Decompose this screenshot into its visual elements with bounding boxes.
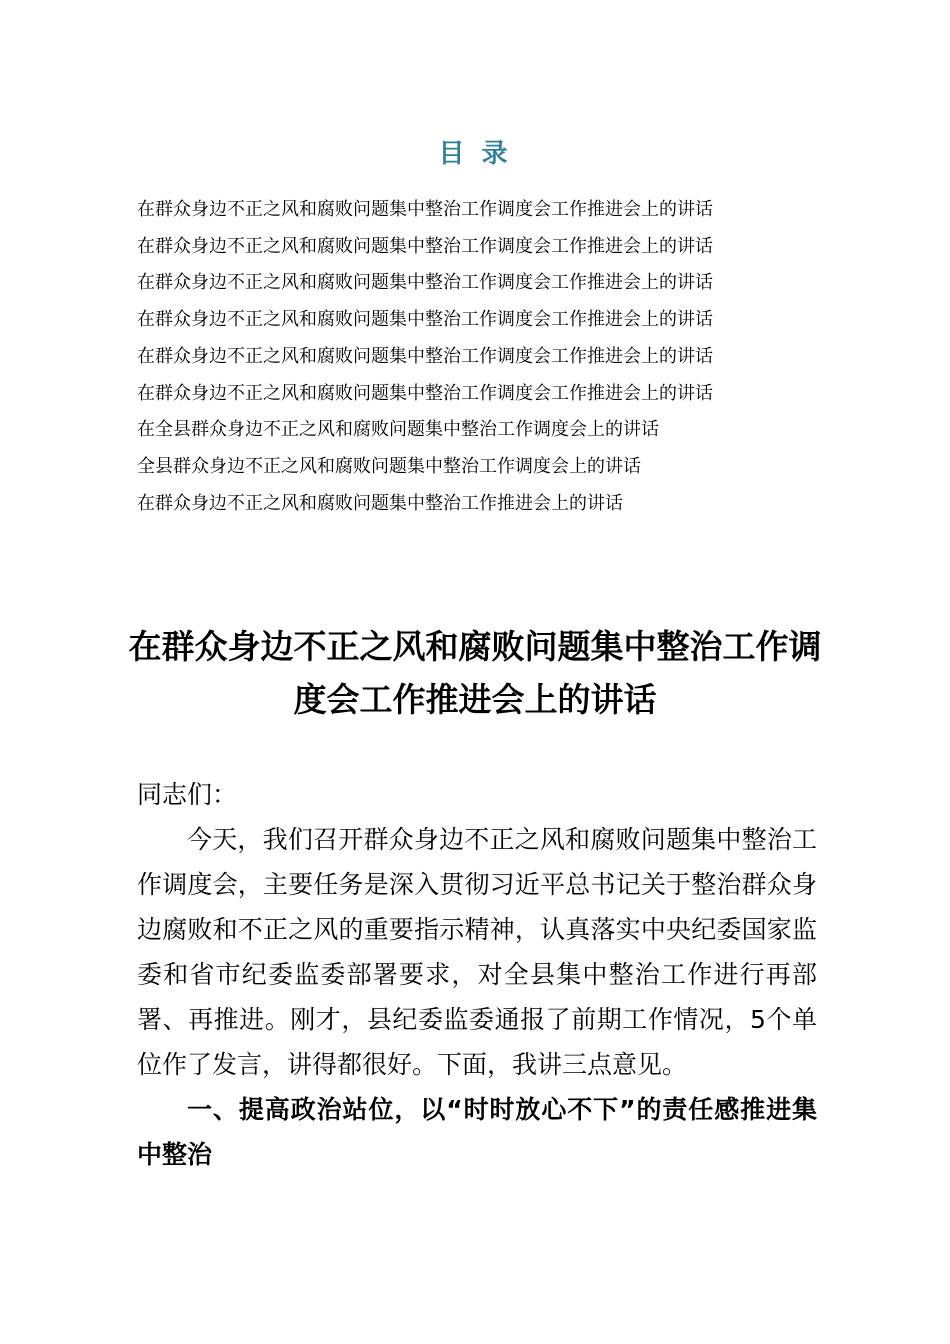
- toc-item[interactable]: 在群众身边不正之风和腐败问题集中整治工作调度会工作推进会上的讲话: [137, 345, 713, 367]
- toc-item[interactable]: 全县群众身边不正之风和腐败问题集中整治工作调度会上的讲话: [137, 455, 641, 477]
- body-paragraph: 今天，我们召开群众身边不正之风和腐败问题集中整治工作调度会，主要任务是深入贯彻习近平总书记关于整治群众身边腐败和不正之风的重要指示精神，认真落实中央纪委国家监委和省市纪委监委部署要求，对全县集中整治工作进行再部署、再推进。刚才，县纪委监委通报了前期工作情况，5个单位作了发言，讲得都很好。下面，我讲三点意见。: [137, 825, 817, 1079]
- toc-item[interactable]: 在群众身边不正之风和腐败问题集中整治工作调度会工作推进会上的讲话: [137, 272, 713, 294]
- toc-item[interactable]: 在群众身边不正之风和腐败问题集中整治工作调度会工作推进会上的讲话: [137, 199, 713, 220]
- toc-item[interactable]: 在群众身边不正之风和腐败问题集中整治工作推进会上的讲话: [137, 492, 623, 514]
- document-title: 在群众身边不正之风和腐败问题集中整治工作调度会工作推进会上的讲话: [128, 627, 822, 719]
- toc-item[interactable]: 在群众身边不正之风和腐败问题集中整治工作调度会工作推进会上的讲话: [137, 235, 713, 257]
- toc-title: 目 录: [438, 139, 512, 169]
- document-body: [137, 772, 817, 1177]
- toc-item[interactable]: 在群众身边不正之风和腐败问题集中整治工作调度会工作推进会上的讲话: [137, 309, 713, 331]
- section-heading: 一、提高政治站位，以“时时放心不下”的责任感推进集中整治: [137, 1095, 817, 1169]
- toc-list: [137, 192, 713, 522]
- toc-item[interactable]: 在群众身边不正之风和腐败问题集中整治工作调度会工作推进会上的讲话: [137, 382, 713, 404]
- salutation: 同志们：: [137, 780, 238, 809]
- toc-item[interactable]: 在全县群众身边不正之风和腐败问题集中整治工作调度会上的讲话: [137, 419, 659, 441]
